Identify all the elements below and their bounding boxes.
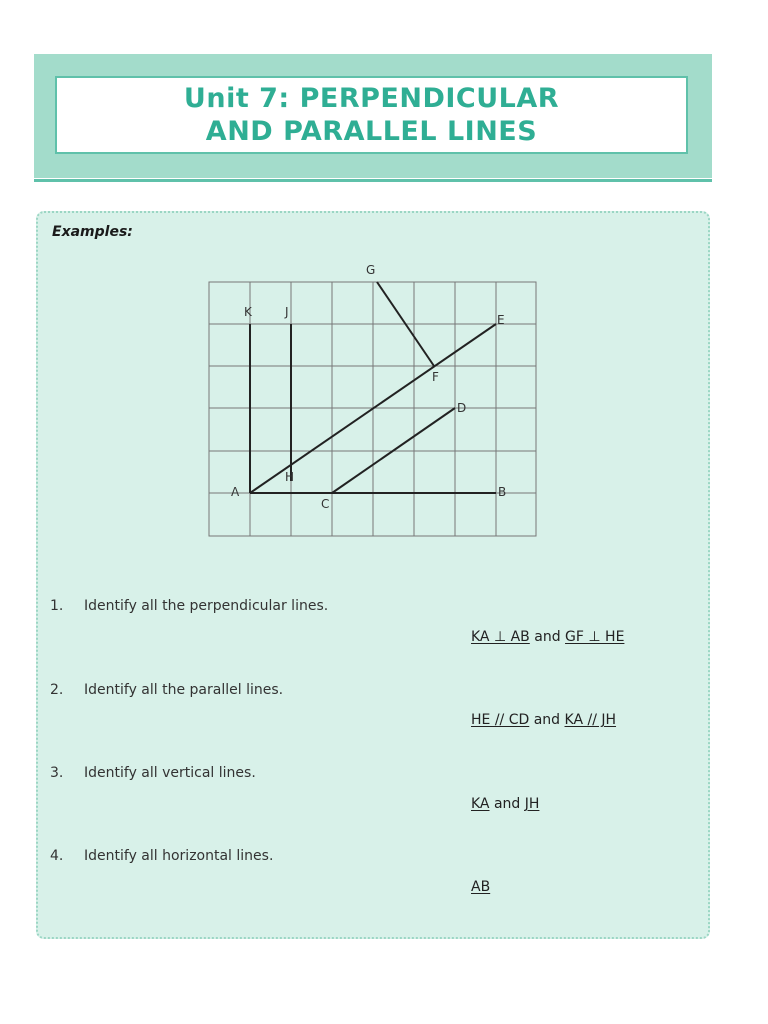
answer-1 bbox=[471, 629, 624, 645]
label-b: B bbox=[498, 485, 507, 499]
answer-part-2: GF ⊥ HE bbox=[565, 629, 625, 645]
answer-part-1: AB bbox=[471, 879, 491, 895]
examples-label: Examples: bbox=[52, 224, 133, 240]
page-title bbox=[55, 76, 688, 154]
answer-joiner: and bbox=[533, 712, 561, 728]
title-line-1: Unit 7: PERPENDICULAR bbox=[183, 83, 560, 114]
label-e: E bbox=[497, 313, 505, 327]
answer-part-2: JH bbox=[524, 796, 540, 812]
question-4 bbox=[50, 848, 273, 864]
label-f: F bbox=[432, 370, 439, 384]
label-a: A bbox=[231, 485, 240, 499]
question-text: Identify all the perpendicular lines. bbox=[84, 598, 329, 614]
answer-part-1: KA ⊥ AB bbox=[471, 629, 530, 645]
answer-2 bbox=[471, 712, 616, 728]
answer-part-1: HE // CD bbox=[471, 712, 530, 728]
question-number: 4. bbox=[50, 848, 64, 864]
label-c: C bbox=[321, 497, 330, 511]
label-h: H bbox=[285, 470, 295, 484]
question-number: 2. bbox=[50, 682, 64, 698]
label-g: G bbox=[366, 263, 376, 277]
question-text: Identify all vertical lines. bbox=[84, 765, 256, 781]
label-d: D bbox=[457, 401, 467, 415]
question-text: Identify all the parallel lines. bbox=[84, 682, 284, 698]
question-text: Identify all horizontal lines. bbox=[84, 848, 274, 864]
question-1 bbox=[50, 598, 328, 614]
banner-divider bbox=[34, 179, 712, 182]
label-j: J bbox=[285, 305, 289, 319]
question-3 bbox=[50, 765, 256, 781]
title-line-2: AND PARALLEL LINES bbox=[205, 116, 538, 147]
answer-3 bbox=[471, 796, 539, 812]
answer-4 bbox=[471, 879, 490, 895]
label-k: K bbox=[244, 305, 252, 319]
question-2 bbox=[50, 682, 283, 698]
answer-joiner: and bbox=[534, 629, 561, 645]
answer-part-1: KA bbox=[471, 796, 490, 812]
answer-joiner: and bbox=[493, 796, 521, 812]
geometry-diagram bbox=[205, 258, 545, 542]
answer-part-2: KA // JH bbox=[564, 712, 617, 728]
question-number: 3. bbox=[50, 765, 64, 781]
question-number: 1. bbox=[50, 598, 64, 614]
